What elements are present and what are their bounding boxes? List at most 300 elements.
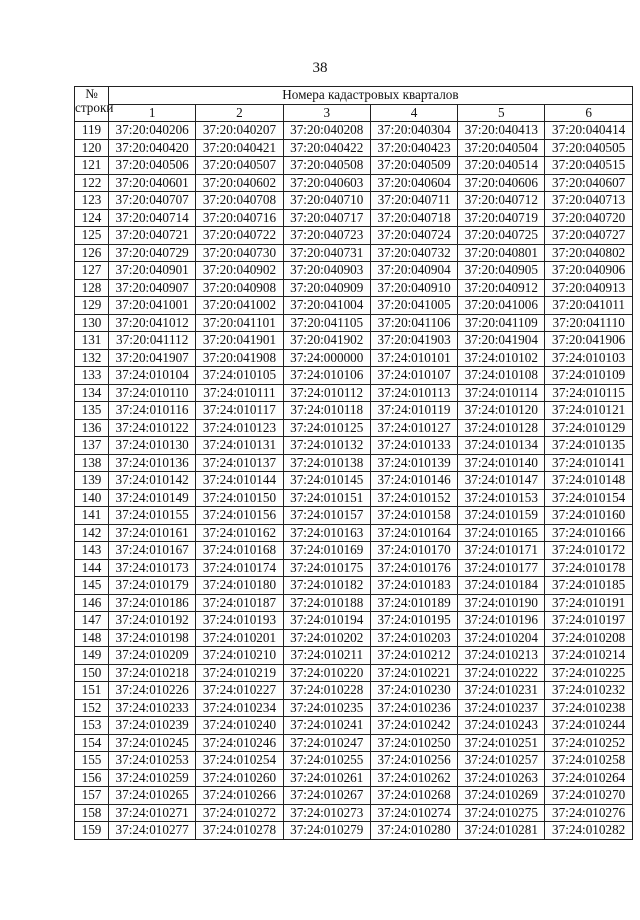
cadastral-number-cell: 37:24:010263: [458, 769, 545, 787]
column-header-1: 1: [109, 104, 196, 122]
cadastral-number-cell: 37:20:040422: [283, 139, 370, 157]
cadastral-number-cell: 37:24:010165: [458, 524, 545, 542]
cadastral-number-cell: 37:20:040908: [196, 279, 283, 297]
cadastral-number-cell: 37:20:040727: [545, 227, 632, 245]
cadastral-number-cell: 37:20:040604: [370, 174, 457, 192]
cadastral-number-cell: 37:24:010281: [458, 822, 545, 840]
cadastral-number-cell: 37:20:040722: [196, 227, 283, 245]
table-row: [75, 524, 633, 542]
cadastral-number-cell: 37:24:010140: [458, 454, 545, 472]
table-row: [75, 507, 633, 525]
cadastral-number-cell: 37:24:010138: [283, 454, 370, 472]
cadastral-number-cell: 37:24:010171: [458, 542, 545, 560]
cadastral-number-cell: 37:24:010174: [196, 559, 283, 577]
cadastral-number-cell: 37:20:040708: [196, 192, 283, 210]
row-number-header-line1: №: [85, 86, 98, 101]
cadastral-number-cell: 37:24:010236: [370, 699, 457, 717]
cadastral-number-cell: 37:20:041904: [458, 332, 545, 350]
cadastral-number-cell: 37:24:010211: [283, 647, 370, 665]
cadastral-number-cell: 37:24:010150: [196, 489, 283, 507]
cadastral-number-cell: 37:24:010130: [109, 437, 196, 455]
cadastral-number-cell: 37:24:010145: [283, 472, 370, 490]
cadastral-number-cell: 37:24:010264: [545, 769, 632, 787]
cadastral-number-cell: 37:24:010141: [545, 454, 632, 472]
cadastral-number-cell: 37:24:010176: [370, 559, 457, 577]
row-number-cell: 134: [75, 384, 109, 402]
cadastral-number-cell: 37:24:010242: [370, 717, 457, 735]
row-number-header: [75, 86, 114, 122]
cadastral-number-cell: 37:20:040207: [196, 122, 283, 140]
cadastral-number-cell: 37:24:010278: [196, 822, 283, 840]
cadastral-number-cell: 37:24:010187: [196, 594, 283, 612]
cadastral-number-cell: 37:24:010255: [283, 752, 370, 770]
cadastral-number-cell: 37:24:010142: [109, 472, 196, 490]
row-number-cell: 149: [75, 647, 109, 665]
column-header-6: 6: [545, 104, 632, 122]
cadastral-number-cell: 37:24:010226: [109, 682, 196, 700]
table-row: [75, 367, 633, 385]
cadastral-number-cell: 37:20:040606: [458, 174, 545, 192]
cadastral-number-cell: 37:24:010114: [458, 384, 545, 402]
cadastral-number-cell: 37:24:010146: [370, 472, 457, 490]
row-number-cell: 125: [75, 227, 109, 245]
cadastral-number-cell: 37:20:040713: [545, 192, 632, 210]
cadastral-number-cell: 37:20:041901: [196, 332, 283, 350]
cadastral-number-cell: 37:24:010198: [109, 629, 196, 647]
cadastral-number-cell: 37:24:010101: [370, 349, 457, 367]
cadastral-number-cell: 37:20:041001: [109, 297, 196, 315]
cadastral-number-cell: 37:24:010135: [545, 437, 632, 455]
cadastral-number-cell: 37:24:010109: [545, 367, 632, 385]
cadastral-number-cell: 37:24:010168: [196, 542, 283, 560]
table-row: [75, 594, 633, 612]
table-row: [75, 647, 633, 665]
row-number-cell: 145: [75, 577, 109, 595]
cadastral-number-cell: 37:24:010219: [196, 664, 283, 682]
cadastral-number-cell: 37:24:010191: [545, 594, 632, 612]
table-row: [75, 262, 633, 280]
cadastral-number-cell: 37:24:010275: [458, 804, 545, 822]
cadastral-number-cell: 37:24:010270: [545, 787, 632, 805]
cadastral-number-cell: 37:24:010139: [370, 454, 457, 472]
cadastral-number-cell: 37:24:010227: [196, 682, 283, 700]
cadastral-number-cell: 37:24:010228: [283, 682, 370, 700]
cadastral-number-cell: 37:24:010120: [458, 402, 545, 420]
row-number-cell: 142: [75, 524, 109, 542]
cadastral-number-cell: 37:24:010106: [283, 367, 370, 385]
cadastral-number-cell: 37:24:010269: [458, 787, 545, 805]
cadastral-number-cell: 37:24:010183: [370, 577, 457, 595]
cadastral-number-cell: 37:24:010235: [283, 699, 370, 717]
row-number-cell: 143: [75, 542, 109, 560]
cadastral-number-cell: 37:24:010192: [109, 612, 196, 630]
group-header: Номера кадастровых кварталов: [109, 87, 633, 105]
row-number-cell: 121: [75, 157, 109, 175]
table-row: [75, 612, 633, 630]
cadastral-number-cell: 37:20:041902: [283, 332, 370, 350]
table-row: [75, 822, 633, 840]
cadastral-number-cell: 37:24:010110: [109, 384, 196, 402]
row-number-cell: 128: [75, 279, 109, 297]
cadastral-number-cell: 37:24:010203: [370, 629, 457, 647]
table-row: [75, 314, 633, 332]
row-number-header-line2: строки: [75, 100, 114, 115]
row-number-cell: 131: [75, 332, 109, 350]
cadastral-number-cell: 37:24:010245: [109, 734, 196, 752]
cadastral-number-cell: 37:24:010125: [283, 419, 370, 437]
cadastral-number-cell: 37:24:010128: [458, 419, 545, 437]
cadastral-number-cell: 37:20:040718: [370, 209, 457, 227]
table-row: [75, 297, 633, 315]
cadastral-number-cell: 37:20:040206: [109, 122, 196, 140]
cadastral-number-cell: 37:24:010233: [109, 699, 196, 717]
row-number-cell: 146: [75, 594, 109, 612]
cadastral-number-cell: 37:20:040903: [283, 262, 370, 280]
cadastral-number-cell: 37:24:010209: [109, 647, 196, 665]
cadastral-number-cell: 37:24:010185: [545, 577, 632, 595]
cadastral-number-cell: 37:24:010273: [283, 804, 370, 822]
table-row: [75, 139, 633, 157]
cadastral-number-cell: 37:24:010159: [458, 507, 545, 525]
table-row: [75, 402, 633, 420]
cadastral-number-cell: 37:20:040602: [196, 174, 283, 192]
column-header-3: 3: [283, 104, 370, 122]
cadastral-number-cell: 37:24:010221: [370, 664, 457, 682]
row-number-cell: 156: [75, 769, 109, 787]
cadastral-number-cell: 37:24:010276: [545, 804, 632, 822]
table-row: [75, 349, 633, 367]
cadastral-number-cell: 37:24:010232: [545, 682, 632, 700]
cadastral-number-cell: 37:20:040509: [370, 157, 457, 175]
row-number-cell: 150: [75, 664, 109, 682]
cadastral-number-cell: 37:24:010266: [196, 787, 283, 805]
row-number-cell: 152: [75, 699, 109, 717]
cadastral-number-cell: 37:24:010163: [283, 524, 370, 542]
cadastral-number-cell: 37:24:010254: [196, 752, 283, 770]
cadastral-number-cell: 37:24:010172: [545, 542, 632, 560]
table-row: [75, 244, 633, 262]
cadastral-number-cell: 37:24:010123: [196, 419, 283, 437]
cadastral-number-cell: 37:24:010152: [370, 489, 457, 507]
cadastral-number-cell: 37:24:010247: [283, 734, 370, 752]
cadastral-number-cell: 37:24:010260: [196, 769, 283, 787]
cadastral-number-cell: 37:24:010180: [196, 577, 283, 595]
cadastral-number-cell: 37:24:010131: [196, 437, 283, 455]
cadastral-number-cell: 37:20:041012: [109, 314, 196, 332]
table-row: [75, 682, 633, 700]
cadastral-number-cell: 37:24:010195: [370, 612, 457, 630]
cadastral-number-cell: 37:24:010190: [458, 594, 545, 612]
cadastral-number-cell: 37:24:010252: [545, 734, 632, 752]
cadastral-number-cell: 37:24:010151: [283, 489, 370, 507]
cadastral-number-cell: 37:24:010231: [458, 682, 545, 700]
cadastral-number-cell: 37:24:010162: [196, 524, 283, 542]
cadastral-number-cell: 37:24:010213: [458, 647, 545, 665]
cadastral-number-cell: 37:24:010129: [545, 419, 632, 437]
cadastral-number-cell: 37:20:040717: [283, 209, 370, 227]
cadastral-number-cell: 37:20:041105: [283, 314, 370, 332]
cadastral-number-cell: 37:24:010166: [545, 524, 632, 542]
cadastral-number-cell: 37:24:010175: [283, 559, 370, 577]
cadastral-number-cell: 37:24:010134: [458, 437, 545, 455]
cadastral-number-cell: 37:24:010188: [283, 594, 370, 612]
row-number-cell: 140: [75, 489, 109, 507]
column-header-2: 2: [196, 104, 283, 122]
table-row: [75, 192, 633, 210]
cadastral-number-cell: 37:24:010170: [370, 542, 457, 560]
table-row: [75, 472, 633, 490]
row-number-cell: 127: [75, 262, 109, 280]
cadastral-number-cell: 37:24:010234: [196, 699, 283, 717]
cadastral-number-cell: 37:24:010193: [196, 612, 283, 630]
cadastral-number-cell: 37:24:010212: [370, 647, 457, 665]
cadastral-number-cell: 37:20:040901: [109, 262, 196, 280]
cadastral-number-cell: 37:20:040720: [545, 209, 632, 227]
cadastral-number-cell: 37:24:010116: [109, 402, 196, 420]
table-row: [75, 384, 633, 402]
cadastral-number-cell: 37:20:040515: [545, 157, 632, 175]
cadastral-number-cell: 37:20:040719: [458, 209, 545, 227]
cadastral-number-cell: 37:24:010164: [370, 524, 457, 542]
row-number-cell: 123: [75, 192, 109, 210]
table-row: [75, 699, 633, 717]
cadastral-number-cell: 37:24:010118: [283, 402, 370, 420]
table-row: [75, 332, 633, 350]
row-number-cell: 129: [75, 297, 109, 315]
table-row: [75, 717, 633, 735]
cadastral-number-cell: 37:24:010113: [370, 384, 457, 402]
cadastral-number-cell: 37:20:041903: [370, 332, 457, 350]
cadastral-number-cell: 37:24:010178: [545, 559, 632, 577]
cadastral-number-cell: 37:20:040910: [370, 279, 457, 297]
cadastral-number-cell: 37:24:010277: [109, 822, 196, 840]
cadastral-number-cell: 37:24:010271: [109, 804, 196, 822]
cadastral-number-cell: 37:20:040304: [370, 122, 457, 140]
row-number-cell: 122: [75, 174, 109, 192]
cadastral-number-cell: 37:20:040732: [370, 244, 457, 262]
cadastral-number-cell: 37:24:010214: [545, 647, 632, 665]
cadastral-number-cell: 37:24:010237: [458, 699, 545, 717]
cadastral-number-cell: 37:20:040423: [370, 139, 457, 157]
table-row: [75, 559, 633, 577]
cadastral-number-cell: 37:20:040909: [283, 279, 370, 297]
row-number-cell: 137: [75, 437, 109, 455]
cadastral-number-cell: 37:20:040420: [109, 139, 196, 157]
cadastral-number-cell: 37:20:040601: [109, 174, 196, 192]
cadastral-number-cell: 37:24:010243: [458, 717, 545, 735]
cadastral-number-cell: 37:20:041106: [370, 314, 457, 332]
cadastral-number-cell: 37:24:010111: [196, 384, 283, 402]
cadastral-number-cell: 37:24:010119: [370, 402, 457, 420]
cadastral-number-cell: 37:20:040505: [545, 139, 632, 157]
cadastral-number-cell: 37:20:040902: [196, 262, 283, 280]
cadastral-number-cell: 37:24:010258: [545, 752, 632, 770]
cadastral-number-cell: 37:20:040413: [458, 122, 545, 140]
cadastral-number-cell: 37:24:010251: [458, 734, 545, 752]
cadastral-number-cell: 37:24:010261: [283, 769, 370, 787]
cadastral-number-cell: 37:24:010253: [109, 752, 196, 770]
cadastral-number-cell: 37:24:010202: [283, 629, 370, 647]
cadastral-number-cell: 37:20:040731: [283, 244, 370, 262]
cadastral-number-cell: 37:20:040712: [458, 192, 545, 210]
cadastral-number-cell: 37:24:010220: [283, 664, 370, 682]
table-row: [75, 734, 633, 752]
cadastral-number-cell: 37:24:010256: [370, 752, 457, 770]
cadastral-number-cell: 37:24:010196: [458, 612, 545, 630]
cadastral-number-cell: 37:24:010102: [458, 349, 545, 367]
cadastral-number-cell: 37:20:040801: [458, 244, 545, 262]
cadastral-number-cell: 37:24:010259: [109, 769, 196, 787]
row-number-cell: 151: [75, 682, 109, 700]
row-number-cell: 147: [75, 612, 109, 630]
cadastral-number-cell: 37:24:010197: [545, 612, 632, 630]
row-number-cell: 158: [75, 804, 109, 822]
cadastral-number-cell: 37:20:040725: [458, 227, 545, 245]
cadastral-number-cell: 37:24:010240: [196, 717, 283, 735]
cadastral-number-cell: 37:20:040707: [109, 192, 196, 210]
table-row: [75, 769, 633, 787]
cadastral-number-cell: 37:20:040729: [109, 244, 196, 262]
column-header-row: [75, 104, 633, 122]
cadastral-number-cell: 37:20:040607: [545, 174, 632, 192]
row-number-cell: 138: [75, 454, 109, 472]
cadastral-number-cell: 37:20:040421: [196, 139, 283, 157]
cadastral-number-cell: 37:20:041908: [196, 349, 283, 367]
row-number-cell: 119: [75, 122, 109, 140]
cadastral-number-cell: 37:20:040208: [283, 122, 370, 140]
table-row: [75, 209, 633, 227]
cadastral-number-cell: 37:24:010268: [370, 787, 457, 805]
cadastral-number-cell: 37:24:010267: [283, 787, 370, 805]
page-number: 38: [312, 60, 328, 76]
cadastral-number-cell: 37:20:040721: [109, 227, 196, 245]
cadastral-number-cell: 37:24:010244: [545, 717, 632, 735]
row-number-cell: 124: [75, 209, 109, 227]
cadastral-number-cell: 37:20:040913: [545, 279, 632, 297]
row-number-cell: 130: [75, 314, 109, 332]
cadastral-number-cell: 37:24:010208: [545, 629, 632, 647]
row-number-cell: 153: [75, 717, 109, 735]
cadastral-number-cell: 37:24:010218: [109, 664, 196, 682]
cadastral-number-cell: 37:24:010173: [109, 559, 196, 577]
cadastral-number-cell: 37:24:010121: [545, 402, 632, 420]
cadastral-number-cell: 37:24:010117: [196, 402, 283, 420]
cadastral-number-cell: 37:20:040912: [458, 279, 545, 297]
cadastral-number-cell: 37:20:040514: [458, 157, 545, 175]
cadastral-number-cell: 37:20:040906: [545, 262, 632, 280]
row-number-cell: 155: [75, 752, 109, 770]
cadastral-number-cell: 37:24:010272: [196, 804, 283, 822]
cadastral-number-cell: 37:24:010250: [370, 734, 457, 752]
cadastral-number-cell: 37:24:010184: [458, 577, 545, 595]
cadastral-number-cell: 37:24:010107: [370, 367, 457, 385]
cadastral-number-cell: 37:20:041005: [370, 297, 457, 315]
cadastral-number-cell: 37:24:010147: [458, 472, 545, 490]
cadastral-number-cell: 37:24:010155: [109, 507, 196, 525]
cadastral-number-cell: 37:24:010257: [458, 752, 545, 770]
cadastral-number-cell: 37:20:040802: [545, 244, 632, 262]
cadastral-number-cell: 37:24:010279: [283, 822, 370, 840]
cadastral-number-cell: 37:24:010265: [109, 787, 196, 805]
cadastral-number-cell: 37:24:010105: [196, 367, 283, 385]
cadastral-number-cell: 37:24:010122: [109, 419, 196, 437]
cadastral-number-cell: 37:20:041002: [196, 297, 283, 315]
table-row: [75, 489, 633, 507]
cadastral-number-cell: 37:24:010127: [370, 419, 457, 437]
cadastral-number-cell: 37:24:010210: [196, 647, 283, 665]
cadastral-number-cell: 37:20:040716: [196, 209, 283, 227]
row-number-cell: 120: [75, 139, 109, 157]
cadastral-number-cell: 37:20:041112: [109, 332, 196, 350]
cadastral-number-cell: 37:20:040710: [283, 192, 370, 210]
cadastral-number-cell: 37:24:010153: [458, 489, 545, 507]
table-row: [75, 122, 633, 140]
cadastral-number-cell: 37:24:010103: [545, 349, 632, 367]
cadastral-number-cell: 37:24:010144: [196, 472, 283, 490]
row-number-cell: 157: [75, 787, 109, 805]
cadastral-number-cell: 37:24:010201: [196, 629, 283, 647]
cadastral-number-cell: 37:20:040905: [458, 262, 545, 280]
cadastral-number-cell: 37:24:010169: [283, 542, 370, 560]
cadastral-number-cell: 37:24:010274: [370, 804, 457, 822]
cadastral-number-cell: 37:24:010137: [196, 454, 283, 472]
table-row: [75, 804, 633, 822]
cadastral-number-cell: 37:24:010225: [545, 664, 632, 682]
cadastral-number-cell: 37:24:010148: [545, 472, 632, 490]
row-number-cell: 126: [75, 244, 109, 262]
cadastral-number-cell: 37:20:041006: [458, 297, 545, 315]
cadastral-number-cell: 37:24:010194: [283, 612, 370, 630]
cadastral-number-cell: 37:24:010132: [283, 437, 370, 455]
cadastral-number-cell: 37:24:010230: [370, 682, 457, 700]
cadastral-number-cell: 37:24:010108: [458, 367, 545, 385]
row-number-cell: 141: [75, 507, 109, 525]
cadastral-number-cell: 37:20:041011: [545, 297, 632, 315]
cadastral-number-cell: 37:24:010177: [458, 559, 545, 577]
cadastral-number-cell: 37:24:010133: [370, 437, 457, 455]
cadastral-number-cell: 37:20:040730: [196, 244, 283, 262]
cadastral-number-cell: 37:20:041004: [283, 297, 370, 315]
cadastral-number-cell: 37:24:010157: [283, 507, 370, 525]
table-row: [75, 419, 633, 437]
cadastral-number-cell: 37:24:010239: [109, 717, 196, 735]
cadastral-number-cell: 37:24:010156: [196, 507, 283, 525]
cadastral-number-cell: 37:24:010282: [545, 822, 632, 840]
cadastral-number-cell: 37:20:040904: [370, 262, 457, 280]
table-row: [75, 157, 633, 175]
table-row: [75, 752, 633, 770]
row-number-cell: 139: [75, 472, 109, 490]
table-body: [75, 122, 633, 840]
cadastral-number-cell: 37:20:040724: [370, 227, 457, 245]
cadastral-number-cell: 37:24:010241: [283, 717, 370, 735]
cadastral-number-cell: 37:24:010136: [109, 454, 196, 472]
row-number-cell: 148: [75, 629, 109, 647]
cadastral-quarters-table: [74, 86, 633, 840]
cadastral-number-cell: 37:24:010104: [109, 367, 196, 385]
table-row: [75, 787, 633, 805]
cadastral-number-cell: 37:24:010238: [545, 699, 632, 717]
cadastral-number-cell: 37:24:010154: [545, 489, 632, 507]
cadastral-number-cell: 37:20:041101: [196, 314, 283, 332]
cadastral-number-cell: 37:20:041110: [545, 314, 632, 332]
table-row: [75, 279, 633, 297]
row-number-cell: 133: [75, 367, 109, 385]
row-number-cell: 154: [75, 734, 109, 752]
cadastral-number-cell: 37:20:040506: [109, 157, 196, 175]
cadastral-number-cell: 37:20:040907: [109, 279, 196, 297]
cadastral-number-cell: 37:20:041109: [458, 314, 545, 332]
